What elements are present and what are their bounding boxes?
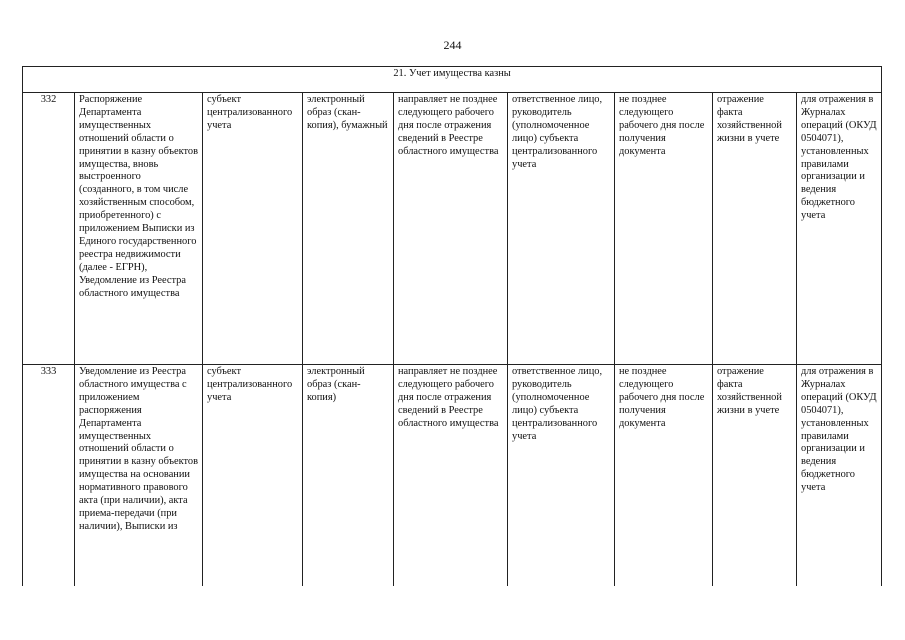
action-cell: направляет не позднее следующего рабочего дня после отражения сведений в Реестре областного имущества — [394, 365, 508, 605]
deadline-cell: не позднее следующего рабочего дня после получения документа — [615, 365, 713, 605]
document-cell: Уведомление из Реестра областного имущества с приложением распоряжения Департамента имущественных отношений области о принятии в казну объектов имущества на основании нормативного правового акта (при наличии), акта приема-передачи (при наличии), Выписки из — [75, 365, 203, 605]
page-bottom-margin — [0, 586, 905, 640]
form-cell: электронный образ (скан-копия) — [303, 365, 394, 605]
document-cell: Распоряжение Департамента имущественных отношений области о принятии в казну объектов имущества, вновь выстроенного (созданного, в том числе хозяйственным способом, приобретенного) с приложением Выписки из Единого государственного реестра недвижимости (далее - ЕГРН), Уведомление из Реестра областного имущества — [75, 93, 203, 365]
row-number: 333 — [23, 365, 75, 605]
purpose-cell: для отражения в Журналах операций (ОКУД 0504071), установленных правилами организации и ведения бюджетного учета — [797, 365, 882, 605]
deadline-cell: не позднее следующего рабочего дня после получения документа — [615, 93, 713, 365]
fact-cell: отражение факта хозяйственной жизни в учете — [713, 365, 797, 605]
page-number: 244 — [443, 38, 462, 52]
section-header-row — [23, 67, 882, 93]
row-number: 332 — [23, 93, 75, 365]
responsible-cell: ответственное лицо, руководитель (уполномоченное лицо) субъекта централизованного учета — [508, 93, 615, 365]
table-row — [23, 93, 882, 365]
form-cell: электронный образ (скан-копия), бумажный — [303, 93, 394, 365]
action-cell: направляет не позднее следующего рабочего дня после отражения сведений в Реестре областного имущества — [394, 93, 508, 365]
purpose-cell: для отражения в Журналах операций (ОКУД 0504071), установленных правилами организации и ведения бюджетного учета — [797, 93, 882, 365]
fact-cell: отражение факта хозяйственной жизни в учете — [713, 93, 797, 365]
section-title: 21. Учет имущества казны — [23, 67, 882, 93]
table-row — [23, 365, 882, 605]
creator-cell: субъект централизованного учета — [203, 93, 303, 365]
creator-cell: субъект централизованного учета — [203, 365, 303, 605]
register-table — [22, 66, 882, 605]
responsible-cell: ответственное лицо, руководитель (уполномоченное лицо) субъекта централизованного учета — [508, 365, 615, 605]
